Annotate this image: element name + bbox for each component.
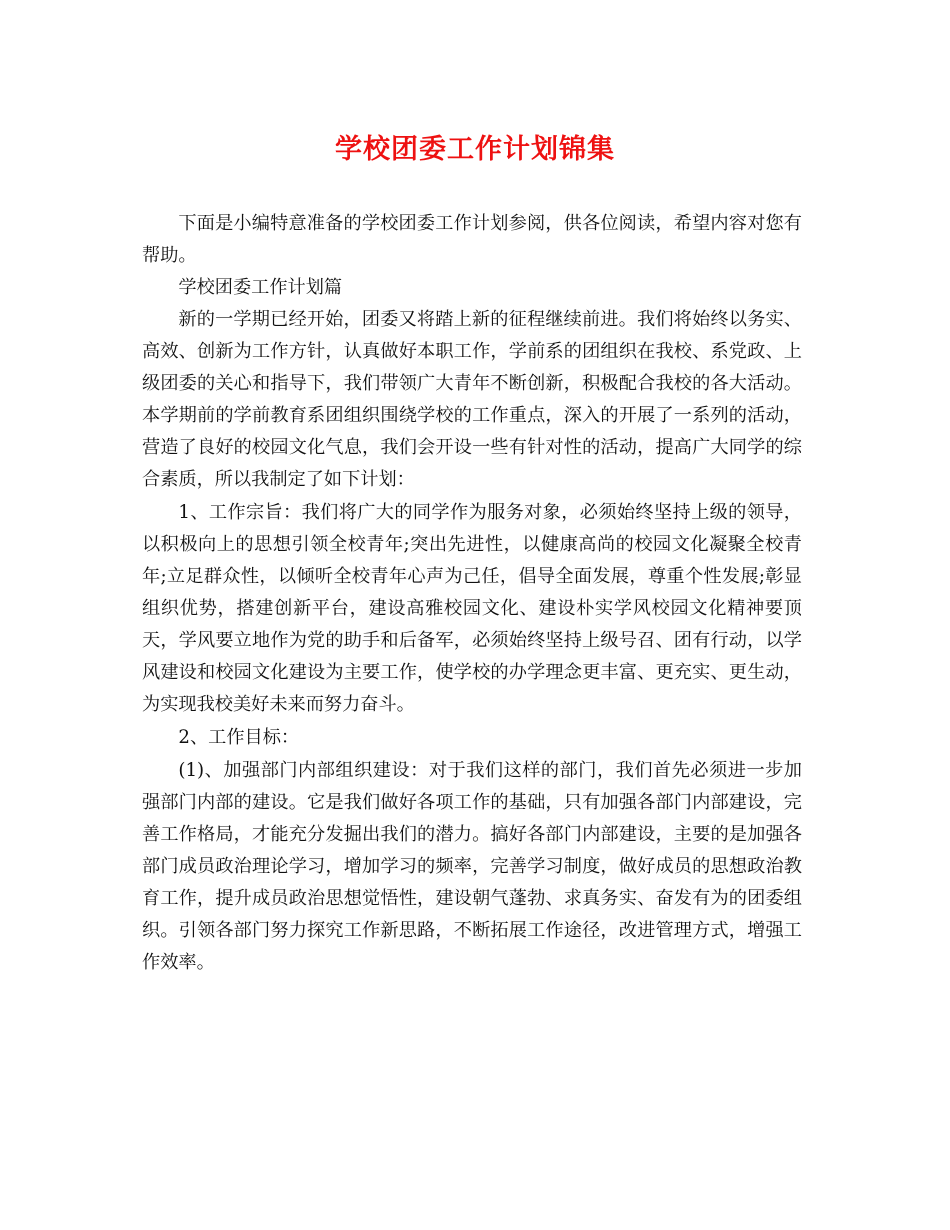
paragraph-work-goals-heading: 2、工作目标： <box>178 727 300 748</box>
document-body <box>142 208 802 979</box>
paragraph-goal-1: (1)、加强部门内部组织建设：对于我们这样的部门，我们首先必须进一步加强部门内部的建设。它是我们做好各项工作的基础，只有加强各部门内部建设，完善工作格局，才能充分发掘出我们的潜力。搞好各部门内部建设，主要的是加强各部门成员政治理论学习，增加学习的频率，完善学习制度，做好成员的思想政治教育工作，提升成员政治思想觉悟性，建设朝气蓬勃、求真务实、奋发有为的团委组织。引领各部门努力探究工作新思路，不断拓展工作途径，改进管理方式，增强工作效率。 <box>142 760 802 973</box>
paragraph-work-purpose: 1、工作宗旨：我们将广大的同学作为服务对象，必须始终坚持上级的领导，以积极向上的思想引领全校青年;突出先进性，以健康高尚的校园文化凝聚全校青年;立足群众性，以倾听全校青年心声为己任，倡导全面发展，尊重个性发展;彰显组织优势，搭建创新平台，建设高雅校园文化、建设朴实学风校园文化精神要顶天，学风要立地作为党的助手和后备军，必须始终坚持上级号召、团有行动，以学风建设和校园文化建设为主要工作，使学校的办学理念更丰富、更充实、更生动，为实现我校美好未来而努力奋斗。 <box>142 502 802 715</box>
paragraph-intro: 下面是小编特意准备的学校团委工作计划参阅，供各位阅读，希望内容对您有帮助。 <box>142 213 802 266</box>
paragraph-section-heading: 学校团委工作计划篇 <box>178 277 343 298</box>
document-title: 学校团委工作计划锦集 <box>335 134 615 165</box>
paragraph-overview: 新的一学期已经开始，团委又将踏上新的征程继续前进。我们将始终以务实、高效、创新为工作方针，认真做好本职工作，学前系的团组织在我校、系党政、上级团委的关心和指导下，我们带领广大青年不断创新，积极配合我校的各大活动。本学期前的学前教育系团组织围绕学校的工作重点，深入的开展了一系列的活动，营造了良好的校园文化气息，我们会开设一些有针对性的活动，提高广大同学的综合素质，所以我制定了如下计划： <box>142 309 802 490</box>
